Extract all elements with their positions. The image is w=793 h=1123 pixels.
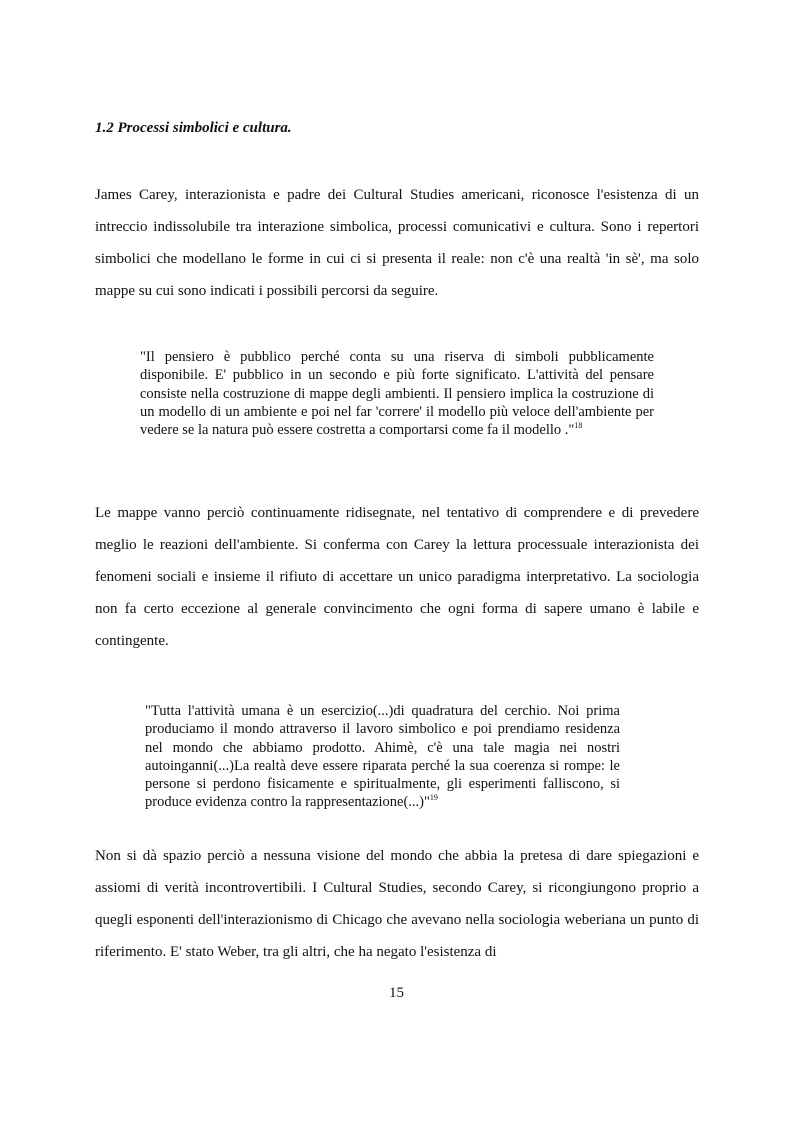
block-quote-1-text: "Il pensiero è pubblico perché conta su una riserva di simboli pubblicamente disponibile. E' pubblico in un secondo e più forte significato. L'attività del pensare consiste nella costruzione di mappe degli ambienti. Il pensiero implica la costruzione di un modello di un ambiente e poi nel far 'correre' il modello più veloce dell'ambiente per vedere se la natura può essere costretta a comportarsi come fa il modello ." xyxy=(140,349,654,439)
footnote-mark-18: 18 xyxy=(574,421,583,431)
footnote-mark-19: 19 xyxy=(429,793,438,803)
section-title: 1.2 Processi simbolici e cultura. xyxy=(95,120,292,136)
body-paragraph-1: James Carey, interazionista e padre dei Cultural Studies americani, riconosce l'esistenza di un intreccio indissolubile tra interazione simbolica, processi comunicativi e cultura. Sono i repertori simbolici che modellano le forme in cui ci si presenta il reale: non c'è una realtà 'in sè', ma solo mappe su cui sono indicati i possibili percorsi da seguire. xyxy=(95,187,699,299)
page-number: 15 xyxy=(389,985,404,1001)
block-quote-2-text: "Tutta l'attività umana è un esercizio(...)di quadratura del cerchio. Noi prima produciamo il mondo attraverso il lavoro simbolico e poi prendiamo residenza nel mondo che abbiamo prodotto. Ahimè, c'è una tale magia nei nostri autoinganni(...)La realtà deve essere riparata perché la sua coerenza si rompe: le persone si perdono fisicamente e spiritualmente, gli esperimenti falliscono, si produce evidenza contro la rappresentazione(...)" xyxy=(145,703,620,811)
block-quote-2 xyxy=(145,702,620,812)
block-quote-1 xyxy=(140,348,654,439)
body-paragraph-2: Le mappe vanno perciò continuamente ridisegnate, nel tentativo di comprendere e di prevedere meglio le reazioni dell'ambiente. Si conferma con Carey la lettura processuale interazionista dei fenomeni sociali e insieme il rifiuto di accettare un unico paradigma interpretativo. La sociologia non fa certo eccezione al generale convincimento che ogni forma di sapere umano è labile e contingente. xyxy=(95,505,699,649)
body-paragraph-3: Non si dà spazio perciò a nessuna visione del mondo che abbia la pretesa di dare spiegazioni e assiomi di verità incontrovertibili. I Cultural Studies, secondo Carey, si ricongiungono proprio a quegli esponenti dell'interazionismo di Chicago che avevano nella sociologia weberiana un punto di riferimento. E' stato Weber, tra gli altri, che ha negato l'esistenza di xyxy=(95,848,699,960)
